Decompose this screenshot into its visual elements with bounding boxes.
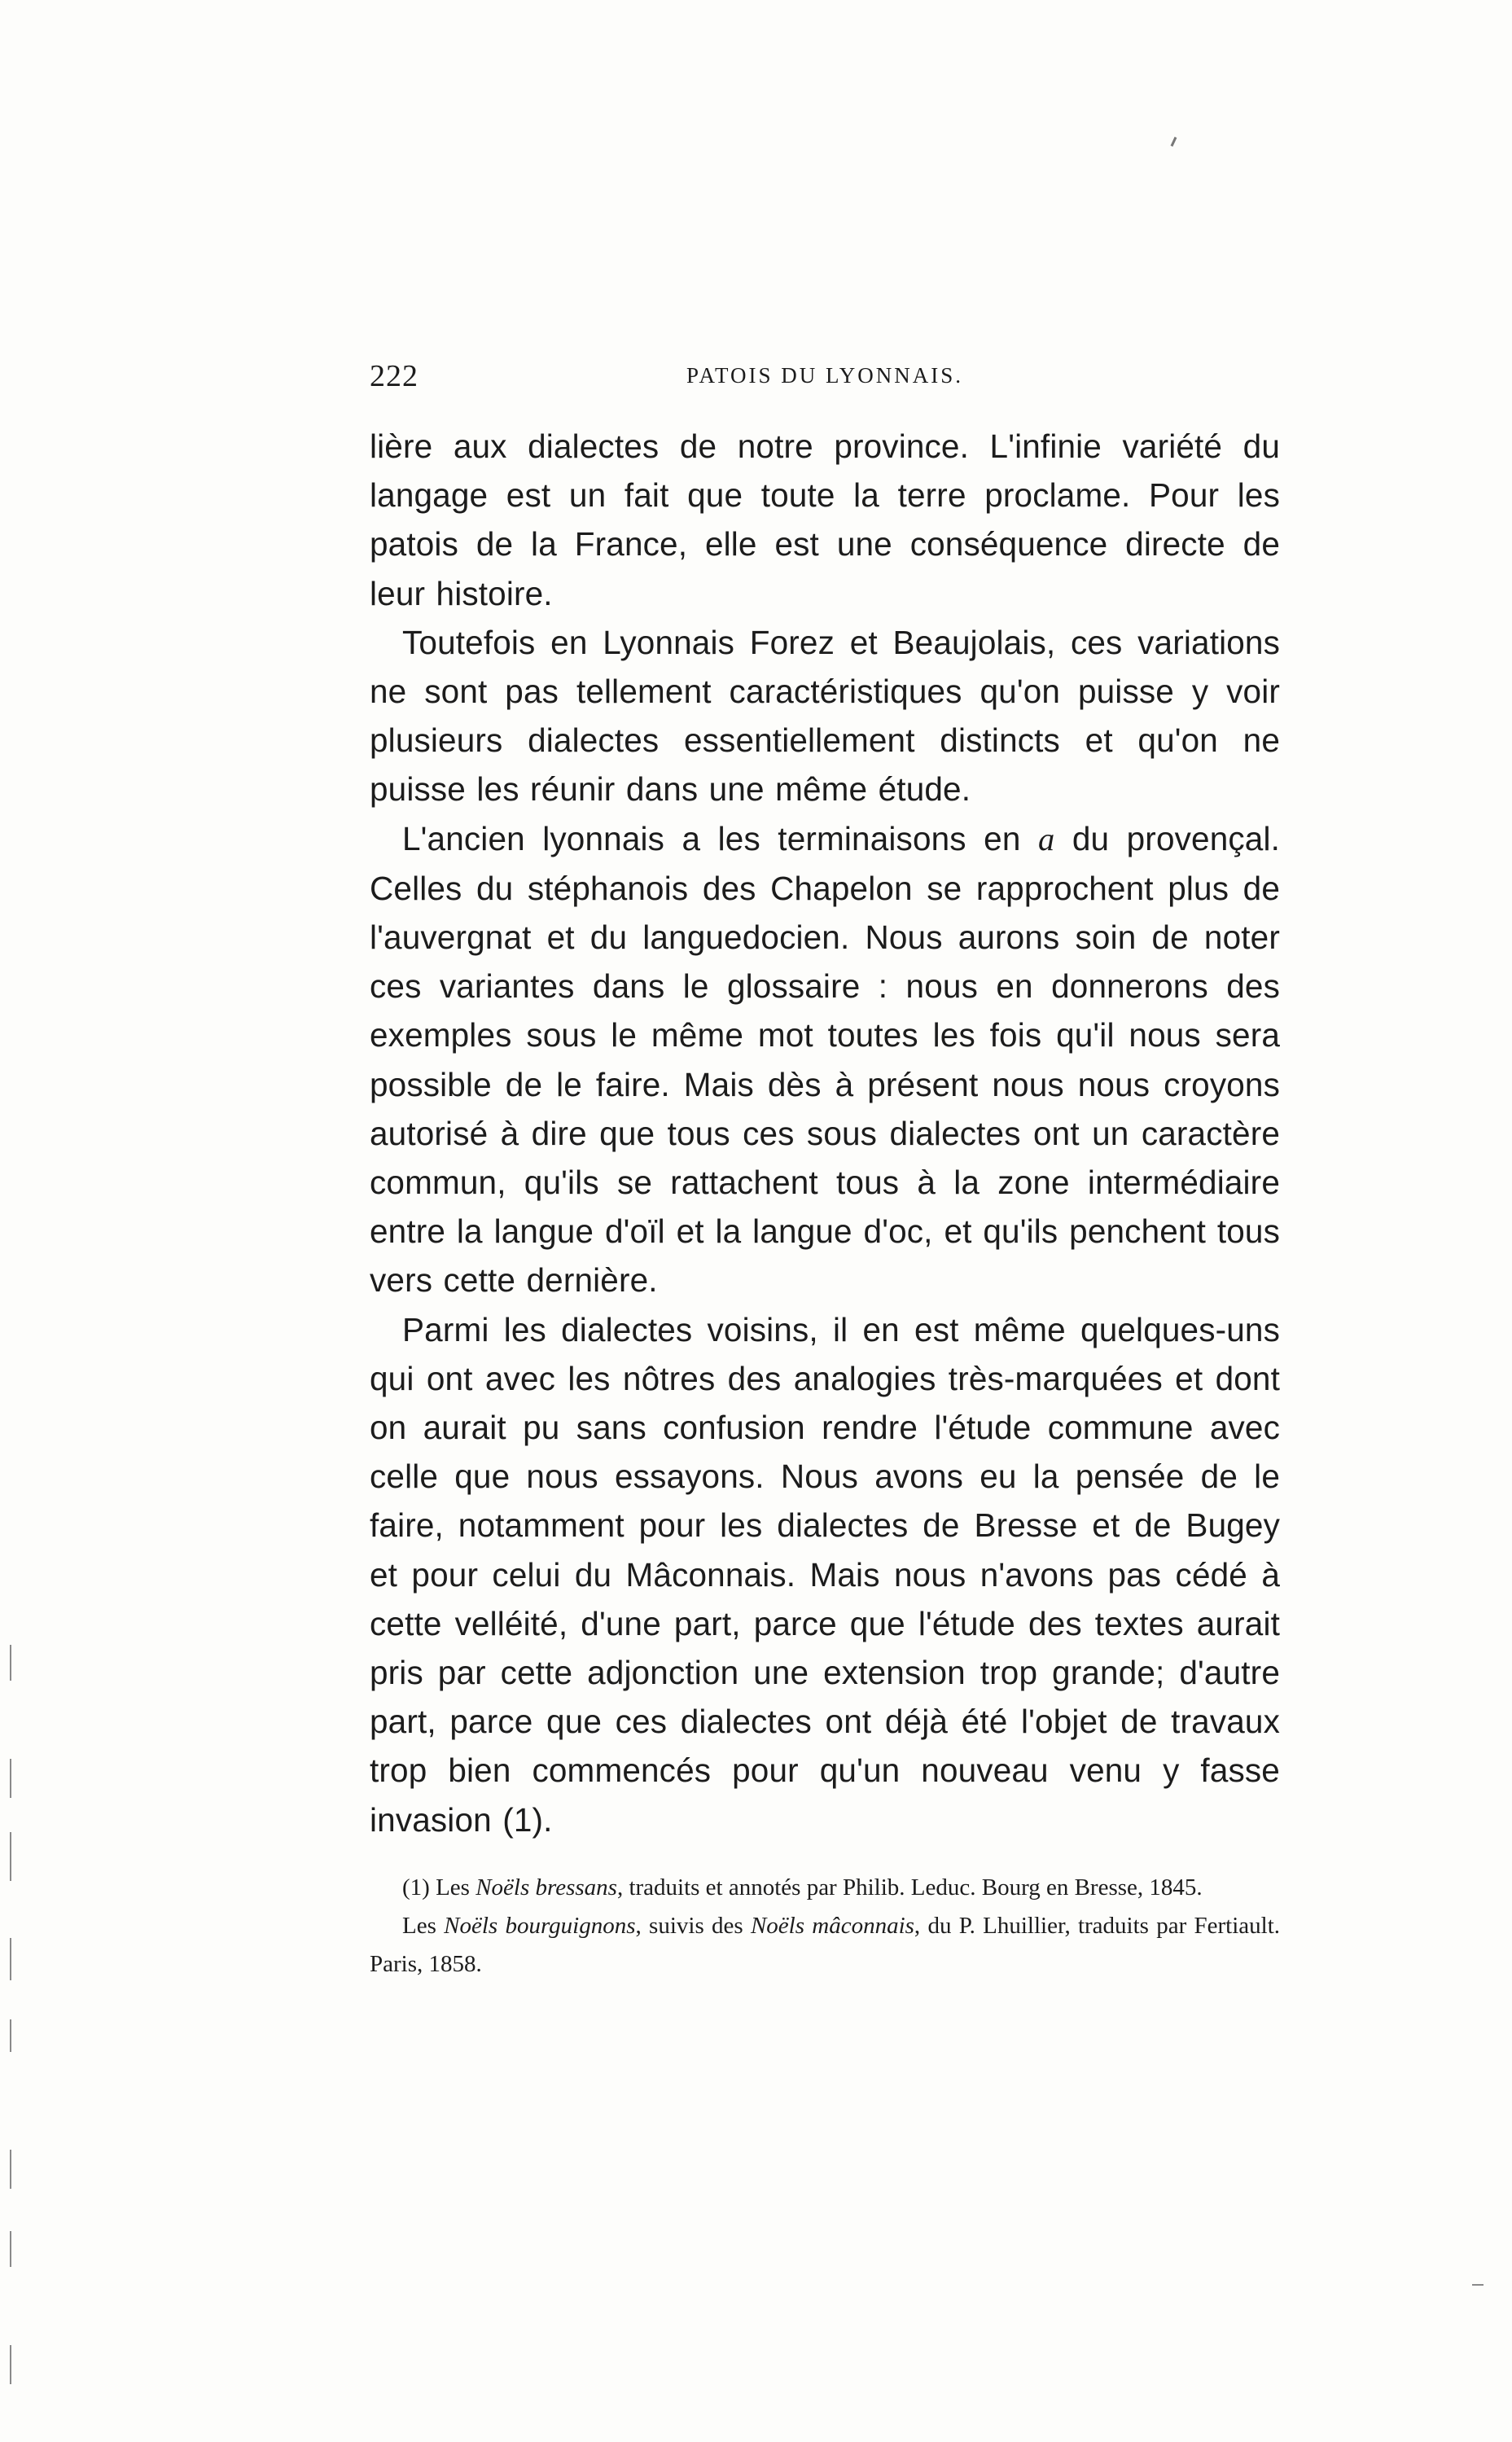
footnote-2-title-1: Noëls bourguignons [444, 1912, 636, 1939]
footnote-1-rest: , traduits et annotés par Philib. Leduc. Bourg en Bresse, 1845. [616, 1874, 1203, 1901]
paragraph-3-end: du provençal. Celles du stéphanois des Chapelon se rapprochent plus de l'auvergnat et du languedocien. Nous aurons soin de noter ces variantes dans le glossaire : nous en donnerons des exemples sous le même mot toutes les fois qu'il nous sera possible de le faire. Mais dès à présent nous nous croyons autorisé à dire que tous ces sous dialectes ont un caractère commun, qu'ils se rattachent tous à la zone intermédiaire entre la langue d'oïl et la langue d'oc, et qu'ils penchent tous vers cette dernière. [370, 819, 1280, 1300]
running-title: PATOIS DU LYONNAIS. [686, 363, 964, 388]
footnote-2-prefix: Les [402, 1912, 445, 1939]
footnote-1-title: Noëls bressans [476, 1874, 617, 1901]
scan-edge-mark [10, 2345, 11, 2384]
scan-edge-mark [10, 2019, 11, 2052]
scan-edge-mark [10, 2150, 11, 2189]
paragraph-2: Toutefois en Lyonnais Forez et Beaujolais, ces variations ne sont pas tellement caractéristiques qu'on puisse y voir plusieurs dialectes essentiellement distincts et qu'on ne puisse les réunir dans une même étude. [370, 623, 1280, 809]
footnote-2-middle: , suivis des [635, 1912, 751, 1939]
scan-edge-mark [10, 2231, 11, 2267]
footnote-1 [370, 1869, 1280, 1907]
scan-edge-mark [10, 1832, 11, 1881]
italic-term: a [1037, 820, 1055, 857]
book-page [370, 358, 1280, 1984]
footnotes [370, 1869, 1280, 1984]
footnote-1-prefix: (1) Les [402, 1874, 476, 1901]
page-number: 222 [370, 359, 419, 393]
paragraph-4: Parmi les dialectes voisins, il en est même quelques-uns qui ont avec les nôtres des analogies très-marquées et dont on aurait pu sans confusion rendre l'étude commune avec celle que nous essayons. Nous avons eu la pensée de le faire, notamment pour les dialectes de Bresse et de Bugey et pour celui du Mâconnais. Mais nous n'avons pas cédé à cette velléité, d'une part, parce que l'étude des textes aurait pris par cette adjonction une extension trop grande; d'autre part, parce que ces dialectes ont déjà été l'objet de travaux trop bien commencés pour qu'un nouveau venu y fasse invasion (1). [370, 1310, 1280, 1839]
footnote-2 [370, 1907, 1280, 1984]
paragraph-3 [370, 814, 1280, 1305]
scan-dash-mark [1472, 2284, 1484, 2286]
scan-edge-mark [10, 1938, 11, 1980]
footnote-2-rest: , du P. Lhuillier, traduits par Fertiault. Paris, 1858. [370, 1912, 1281, 1977]
footnote-2-title-2: Noëls mâconnais [750, 1912, 914, 1939]
paragraph-1: lière aux dialectes de notre province. L'infinie variété du langage est un fait que toute la terre proclame. Pour les patois de la France, elle est une conséquence directe de leur histoire. [370, 427, 1280, 612]
body-text [370, 422, 1280, 1844]
scan-edge-mark [10, 1759, 11, 1798]
scan-edge-mark [10, 1645, 11, 1681]
scan-tick-mark [1171, 137, 1177, 147]
paragraph-3-start: L'ancien lyonnais a les terminaisons en [402, 819, 1038, 857]
page-header [370, 358, 1280, 407]
